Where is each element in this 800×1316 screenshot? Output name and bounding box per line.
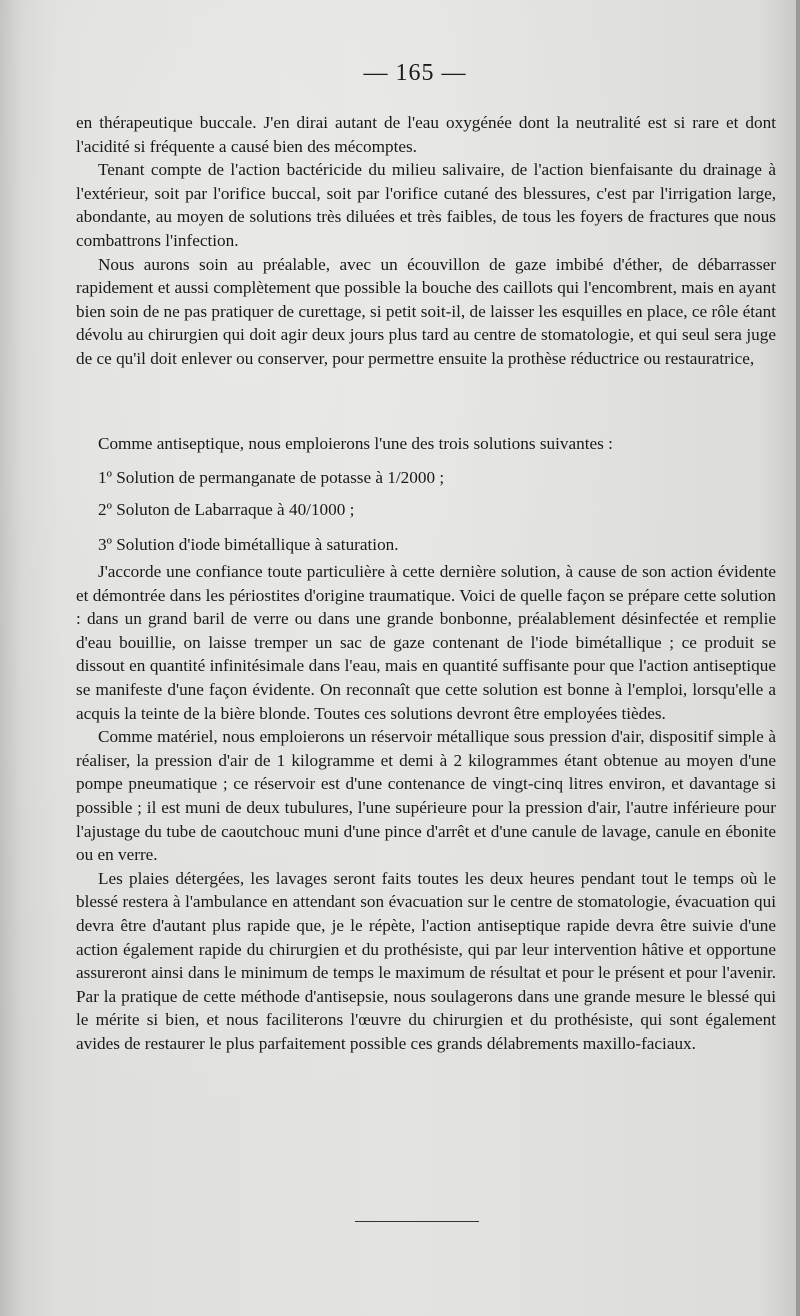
paragraph-washing: Les plaies détergées, les lavages seront faits toutes les deux heures pendant tout le temps où le blessé restera à l'ambulance en attendant son évacuation sur le centre de stomatologie, évacuation qui devra être d'autant plus rapide que, je le répète, l'action antiseptique rapide devra être suivie d'une action également rapide du chirurgien et du prothésiste, qui par leur intervention hâtive et opportune assureront ainsi dans le minimum de temps le maximum de résultat et pour le présent et pour l'avenir. Par la pratique de cette méthode d'antisepsie, nous soulagerons dans une grande mesure le blessé qui le mérite si bien, et nous faciliterons l'œuvre du chirurgien et du prothésiste, qui sont également avides de restaurer le plus parfaitement possible ces grands délabrements maxillo-faciaux. xyxy=(76,868,776,1053)
paragraph-material: Comme matériel, nous emploierons un réservoir métallique sous pression d'air, dispositif simple à réaliser, la pression d'air de 1 kilogramme et demi à 2 kilogrammes étant obtenue au moyen d'une pompe pneumatique ; ce réservoir est d'une contenance de vingt-cinq litres environ, et davantage si possible ; il est muni de deux tubulures, l'une supérieure pour la pression d'air, l'autre inférieure pour l'ajustage du tube de caoutchouc muni d'une pince d'arrêt et d'une canule de lavage, canule en ébonite ou en verre. xyxy=(76,727,776,865)
solutions-list xyxy=(98,466,758,557)
body-text-lower xyxy=(76,560,776,1055)
list-item: 2º Soluton de Labarraque à 40/1000 ; xyxy=(98,500,355,520)
paragraph-irrigation: Tenant compte de l'action bactéricide du milieu salivaire, de l'action bienfaisante du drainage à l'extérieur, soit par l'orifice buccal, soit par l'orifice cutané des blessures, c'est par l'irrigation large, abondante, au moyen de solutions très diluées et très faibles, de tous les foyers de fractures que nous combattrons l'infection. xyxy=(76,160,776,250)
antiseptic-list-section xyxy=(98,432,758,567)
list-item: 1º Solution de permanganate de potasse à 1/2000 ; xyxy=(98,467,445,487)
paragraph-iodine-solution: J'accorde une confiance toute particulière à cette dernière solution, à cause de son action évidente et démontrée dans les périostites d'origine traumatique. Voici de quelle façon se prépare cette solution : dans un grand baril de verre ou dans une grande bonbonne, préalablement désinfectée et remplie d'eau bouillie, on laisse tremper un sac de gaze contenant de l'iode bimétallique ; ce produit se dissout en quantité infinitésimale dans l'eau, mais en quantité suffisante pour que l'action antiseptique se manifeste d'une façon évidente. On reconnaît que cette solution est bonne à l'emploi, lorsqu'elle a acquis la teinte de la bière blonde. Toutes ces solutions devront être employées tièdes. xyxy=(76,562,776,723)
page-edge-shadow xyxy=(796,0,800,1316)
page-number: — 165 — xyxy=(363,60,467,86)
paragraph-preparation: Nous aurons soin au préalable, avec un écouvillon de gaze imbibé d'éther, de débarrasser rapidement et aussi complètement que possible la bouche des caillots qui l'encombrent, mais en ayant bien soin de ne pas pratiquer de curettage, si petit soit-il, de laisser les esquilles en place, ce rôle étant dévolu au chirurgien qui doit agir deux jours plus tard au centre de stomatologie, et qui seul sera juge de ce qu'il doit enlever ou conserver, pour permettre ensuite la prothèse réductrice ou restauratrice, xyxy=(76,254,776,368)
paragraph-antiseptic-intro: Comme antiseptique, nous emploierons l'une des trois solutions suivantes : xyxy=(98,434,613,453)
list-item: 3º Solution d'iode bimétallique à saturation. xyxy=(98,534,399,554)
body-text-upper xyxy=(76,111,776,371)
paragraph-continuation: en thérapeutique buccale. J'en dirai autant de l'eau oxygénée dont la neutralité est si rare et dont l'acidité si fréquente a causé bien des mécomptes. xyxy=(76,113,776,156)
closing-rule xyxy=(355,1221,479,1222)
